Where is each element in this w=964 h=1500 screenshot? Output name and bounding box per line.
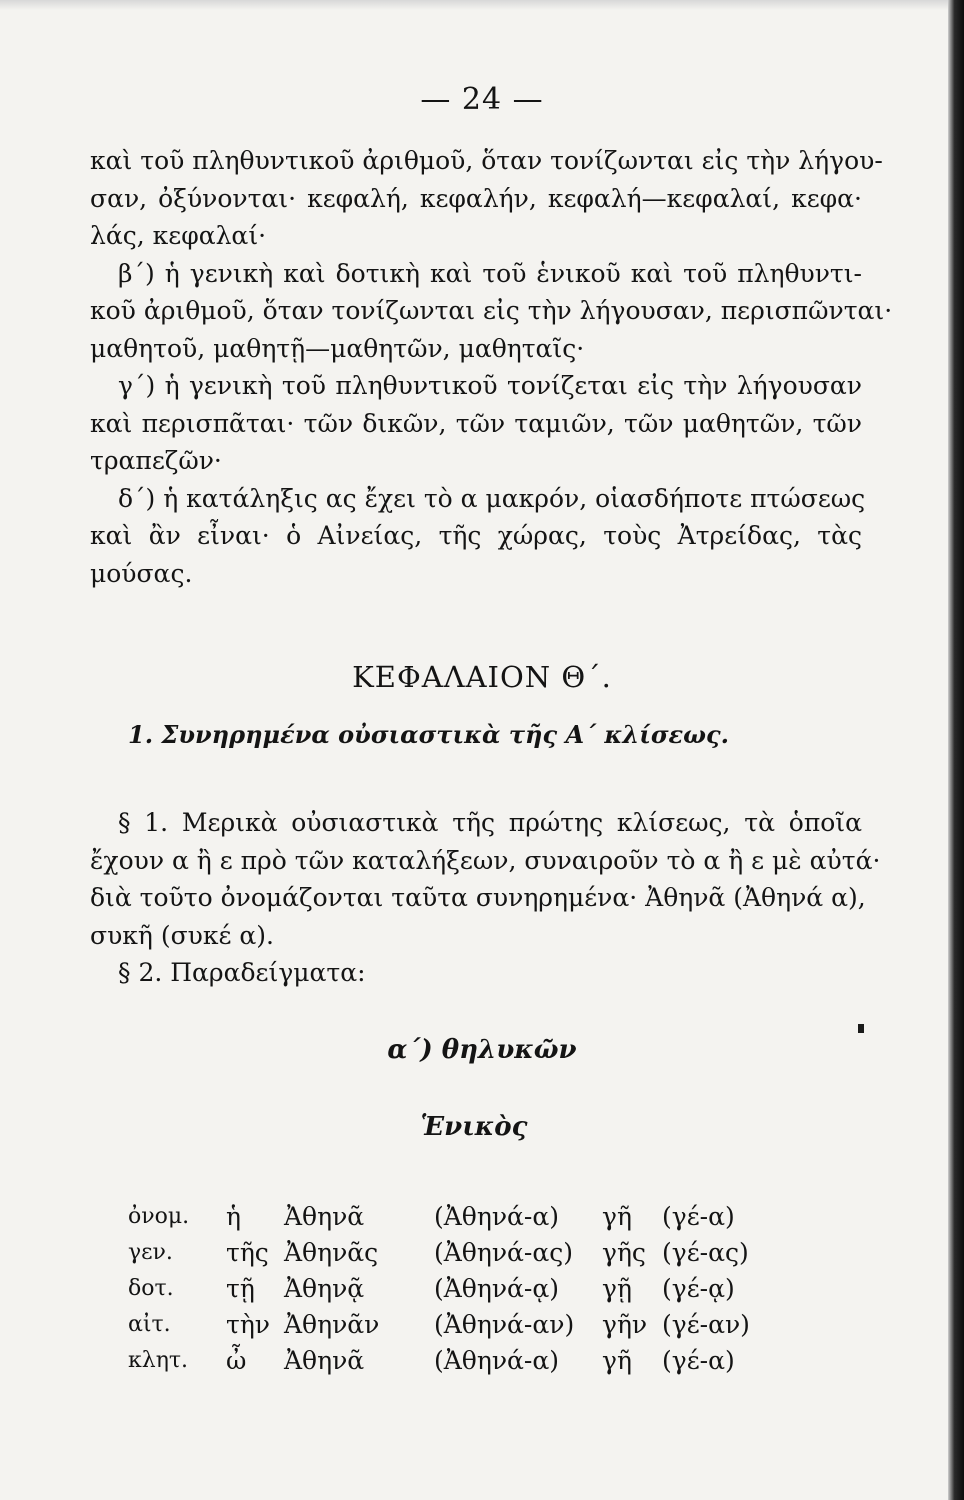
word-athena: Ἀθηνᾶ [284, 1345, 365, 1375]
text-line: καὶ ἂν εἶναι· ὁ Αἰνείας, τῆς χώρας, τοὺς Ἀτρείδας, τὰς [90, 521, 862, 550]
word-athena: Ἀθηνᾶς [284, 1237, 379, 1267]
text-line: § 2. Παραδείγματα: [118, 958, 366, 987]
uncontracted-athena: (Ἀθηνά-α) [434, 1201, 559, 1231]
section-heading: 1. Συνηρημένα οὐσιαστικὰ τῆς Α΄ κλίσεως. [128, 720, 729, 749]
text-line: καὶ περισπᾶται· τῶν δικῶν, τῶν ταμιῶν, τῶν μαθητῶν, τῶν [90, 408, 862, 438]
subheading-feminine: α΄) θηλυκῶν [387, 1035, 577, 1065]
uncontracted-ge: (γέ-α) [662, 1201, 735, 1231]
uncontracted-ge: (γέ-αν) [662, 1309, 750, 1339]
text-line: γ΄) ἡ γενικὴ τοῦ πληθυντικοῦ τονίζεται εἰς τὴν λήγουσαν [118, 371, 862, 400]
text-line: τραπεζῶν· [90, 446, 222, 475]
case-label: κλητ. [128, 1347, 189, 1373]
table-row [128, 1306, 782, 1342]
word-athena: Ἀθηνᾷ [284, 1273, 365, 1303]
uncontracted-ge: (γέ-ας) [662, 1237, 749, 1267]
text-line: μαθητοῦ, μαθητῇ—μαθητῶν, μαθηταῖς· [90, 333, 585, 363]
ink-mark [858, 1024, 864, 1033]
word-athena: Ἀθηνᾶ [284, 1201, 365, 1231]
case-label: γεν. [128, 1239, 173, 1265]
uncontracted-ge: (γέ-ᾳ) [662, 1273, 735, 1303]
word-ge: γῇ [602, 1273, 632, 1303]
text-line: δ΄) ἡ κατάληξις ας ἔχει τὸ α μακρόν, οἱασδήποτε πτώσεως [118, 483, 866, 513]
paragraph-1 [90, 804, 881, 992]
article: τὴν [226, 1309, 271, 1339]
chapter-title: ΚΕΦΑΛΑΙΟΝ Θ΄. [352, 660, 612, 694]
uncontracted-athena: (Ἀθηνά-ας) [434, 1237, 574, 1267]
text-line: σαν, ὀξύνονται· κεφαλή, κεφαλήν, κεφαλή—κεφαλαί, κεφα· [90, 183, 862, 213]
case-label: αἰτ. [128, 1311, 171, 1337]
uncontracted-ge: (γέ-α) [662, 1345, 735, 1375]
uncontracted-athena: (Ἀθηνά-α) [434, 1345, 559, 1375]
text-line: λάς, κεφαλαί· [90, 221, 267, 250]
case-label: ὀνομ. [128, 1203, 190, 1229]
text-line: καὶ τοῦ πληθυντικοῦ ἀριθμοῦ, ὅταν τονίζωνται εἰς τὴν λήγου- [90, 146, 883, 175]
declension-table [128, 1198, 782, 1378]
text-line: β΄) ἡ γενικὴ καὶ δοτικὴ καὶ τοῦ ἑνικοῦ καὶ τοῦ πληθυντι- [118, 258, 862, 288]
text-line: § 1. Μερικὰ οὐσιαστικὰ τῆς πρώτης κλίσεως, τὰ ὁποῖα [118, 808, 862, 837]
body-text [90, 142, 893, 592]
word-ge: γῆ [602, 1345, 632, 1375]
page-binding-edge [948, 0, 964, 1500]
word-ge: γῆ [602, 1201, 632, 1231]
text-line: συκῆ (συκέ α). [90, 920, 274, 950]
word-ge: γῆς [602, 1237, 646, 1267]
word-athena: Ἀθηνᾶν [284, 1309, 380, 1339]
article: ἡ [226, 1201, 241, 1231]
text-line: κοῦ ἀριθμοῦ, ὅταν τονίζωνται εἰς τὴν λήγουσαν, περισπῶνται· [90, 296, 893, 325]
table-row [128, 1234, 782, 1270]
text-line: μούσας. [90, 558, 193, 588]
article: ὦ [226, 1345, 247, 1375]
uncontracted-athena: (Ἀθηνά-ᾳ) [434, 1273, 559, 1303]
case-label: δοτ. [128, 1275, 174, 1301]
article: τῇ [226, 1273, 255, 1303]
table-row [128, 1198, 782, 1234]
text-line: ἔχουν α ἢ ε πρὸ τῶν καταλήξεων, συναιροῦν τὸ α ἢ ε μὲ αὐτά· [90, 845, 881, 875]
uncontracted-athena: (Ἀθηνά-αν) [434, 1309, 575, 1339]
table-row [128, 1342, 782, 1378]
word-ge: γῆν [602, 1309, 648, 1339]
article: τῆς [226, 1237, 269, 1267]
page-top-shadow [0, 0, 964, 10]
page-number: — 24 — [420, 82, 544, 117]
text-line: διὰ τοῦτο ὀνομάζονται ταῦτα συνηρημένα· Ἀθηνᾶ (Ἀθηνά α), [90, 883, 866, 912]
subheading-singular: Ἑνικὸς [420, 1112, 528, 1142]
table-row [128, 1270, 782, 1306]
